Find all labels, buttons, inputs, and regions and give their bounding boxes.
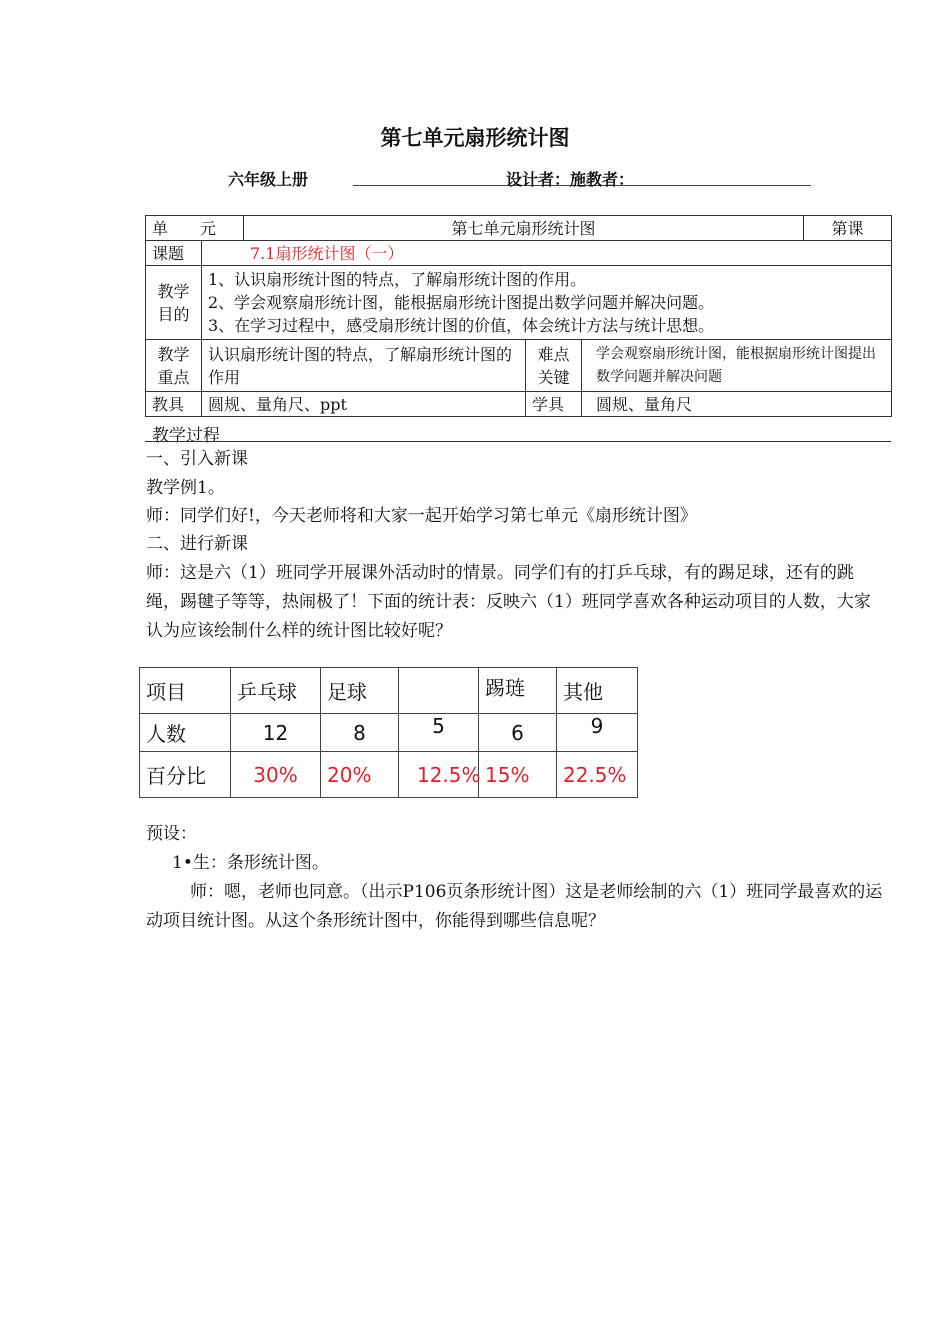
table-row [140,668,638,714]
header-cell [399,668,479,714]
tools-label: 教具 [146,392,202,417]
pct-cell: 20% [321,752,399,798]
goal-item: 2、学会观察扇形统计图，能根据扇形统计图提出数学问题并解决问题。 [208,293,715,312]
paragraph: 师：嗯，老师也同意。（出示P106页条形统计图）这是老师绘制的六（1）班同学最喜欢的运动项目统计图。从这个条形统计图中，你能得到哪些信息呢？ [146,882,883,931]
lesson-no-label: 第课 [804,216,892,241]
goals-cell [202,266,892,340]
count-cell: 5 [399,714,479,752]
topic-value: 7.1扇形统计图（一） [202,241,892,266]
designer-label: 设计者：施教者： [506,170,635,189]
section-heading-2: 二、进行新课 [146,534,248,554]
key-value: 认识扇形统计图的特点，了解扇形统计图的作用 [202,340,526,392]
difficulty-value: 学会观察扇形统计图，能根据扇形统计图提出数学问题并解决问题 [582,340,892,392]
goal-item: 1、认识扇形统计图的特点，了解扇形统计图的作用。 [208,270,587,289]
counts-label: 人数 [140,714,231,752]
header-cell: 项目 [140,668,231,714]
table-row [146,392,892,417]
pct-label: 百分比 [140,752,231,798]
header-cell: 其他 [557,668,638,714]
difficulty-label: 难点关键 [526,340,582,392]
pct-cell: 30% [231,752,321,798]
goal-item: 3、在学习过程中，感受扇形统计图的价值，体会统计方法与统计思想。 [208,316,715,335]
lesson-plan-table [145,215,892,417]
count-cell: 9 [557,714,638,752]
pct-cell: 15% [479,752,557,798]
paragraph: 教学例1。 [146,478,225,498]
goals-label: 教学目的 [146,266,202,340]
count-cell: 6 [479,714,557,752]
section-heading-1: 一、引入新课 [146,449,248,469]
page-title: 第七单元扇形统计图 [380,126,570,150]
count-cell: 12 [231,714,321,752]
table-row [146,216,892,241]
preset-label: 预设： [146,824,197,844]
table-row [146,340,892,392]
key-label: 教学重点 [146,340,202,392]
pct-cell: 12.5% [399,752,479,798]
student-tools-value: 圆规、量角尺 [582,392,892,417]
process-divider [145,441,891,442]
table-row [140,752,638,798]
table-row [146,241,892,266]
unit-value: 第七单元扇形统计图 [244,216,804,241]
table-row [146,266,892,340]
header-cell: 乒乓球 [231,668,321,714]
table-row [140,714,638,752]
tools-value: 圆规、量角尺、ppt [202,392,526,417]
header-cell: 足球 [321,668,399,714]
header-cell: 踢琏 [479,668,557,714]
grade-label: 六年级上册 [228,170,309,189]
paragraph: 1•生：条形统计图。 [172,853,329,873]
process-label: 教学过程 [152,426,220,446]
paragraph: 师：同学们好!，今天老师将和大家一起开始学习第七单元《扇形统计图》 [146,506,697,526]
sports-stats-table [139,667,638,798]
paragraph: 师：这是六（1）班同学开展课外活动时的情景。同学们有的打乒乓球，有的踢足球，还有的跳绳，踢毽子等等，热闹极了！下面的统计表：反映六（1）班同学喜欢各种运动项目的人数，大家认为应该绘制什么样的统计图比较好呢？ [146,563,871,641]
unit-label: 单 元 [146,216,244,241]
count-cell: 8 [321,714,399,752]
student-tools-label: 学具 [526,392,582,417]
pct-cell: 22.5% [557,752,638,798]
topic-label: 课题 [146,241,202,266]
